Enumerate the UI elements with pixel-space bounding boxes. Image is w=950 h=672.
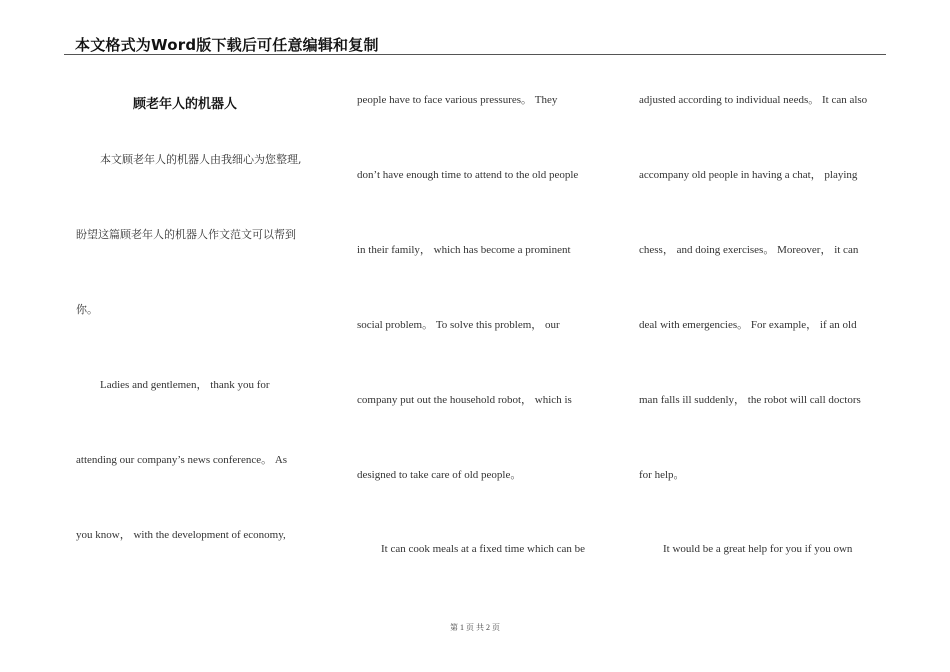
paragraph-line: attending our company’s news conference。 As bbox=[76, 454, 288, 466]
paragraph-line: deal with emergencies。 For example， if an old bbox=[639, 319, 857, 331]
paragraph-line: chess， and doing exercises。 Moreover， it can bbox=[639, 244, 859, 256]
paragraph-line: It can cook meals at a fixed time which can be bbox=[381, 543, 586, 555]
paragraph-line: in their family， which has become a prominent bbox=[357, 244, 571, 256]
paragraph-line: adjusted according to individual needs。 It can also bbox=[639, 94, 868, 106]
paragraph-line: for help。 bbox=[639, 469, 685, 481]
paragraph-line: people have to face various pressures。 They bbox=[357, 94, 558, 106]
paragraph-line: social problem。 To solve this problem， our bbox=[357, 319, 560, 331]
paragraph-line: designed to take care of old people。 bbox=[357, 469, 522, 481]
paragraph-line: man falls ill suddenly， the robot will call doctors bbox=[639, 394, 861, 406]
paragraph-line: don’t have enough time to attend to the old people bbox=[357, 169, 579, 181]
paragraph-line: 你。 bbox=[76, 303, 98, 316]
header-title: 本文格式为Word版下载后可任意编辑和复制 bbox=[75, 36, 379, 54]
text-column-3 bbox=[639, 0, 901, 600]
text-column-2 bbox=[357, 0, 619, 600]
article-title: 顾老年人的机器人 bbox=[133, 97, 238, 112]
paragraph-line: 本文顾老年人的机器人由我细心为您整理, bbox=[100, 153, 302, 166]
paragraph-line: Ladies and gentlemen， thank you for bbox=[100, 379, 270, 391]
paragraph-line: you know， with the development of economy, bbox=[76, 529, 286, 541]
paragraph-line: It would be a great help for you if you own bbox=[663, 543, 853, 555]
paragraph-line: 盼望这篇顾老年人的机器人作文范文可以帮到 bbox=[76, 228, 296, 241]
paragraph-line: company put out the household robot， which is bbox=[357, 394, 572, 406]
paragraph-line: accompany old people in having a chat， playing bbox=[639, 169, 858, 181]
text-column-1 bbox=[76, 0, 338, 600]
page-number: 第 1 页 共 2 页 bbox=[450, 623, 500, 632]
